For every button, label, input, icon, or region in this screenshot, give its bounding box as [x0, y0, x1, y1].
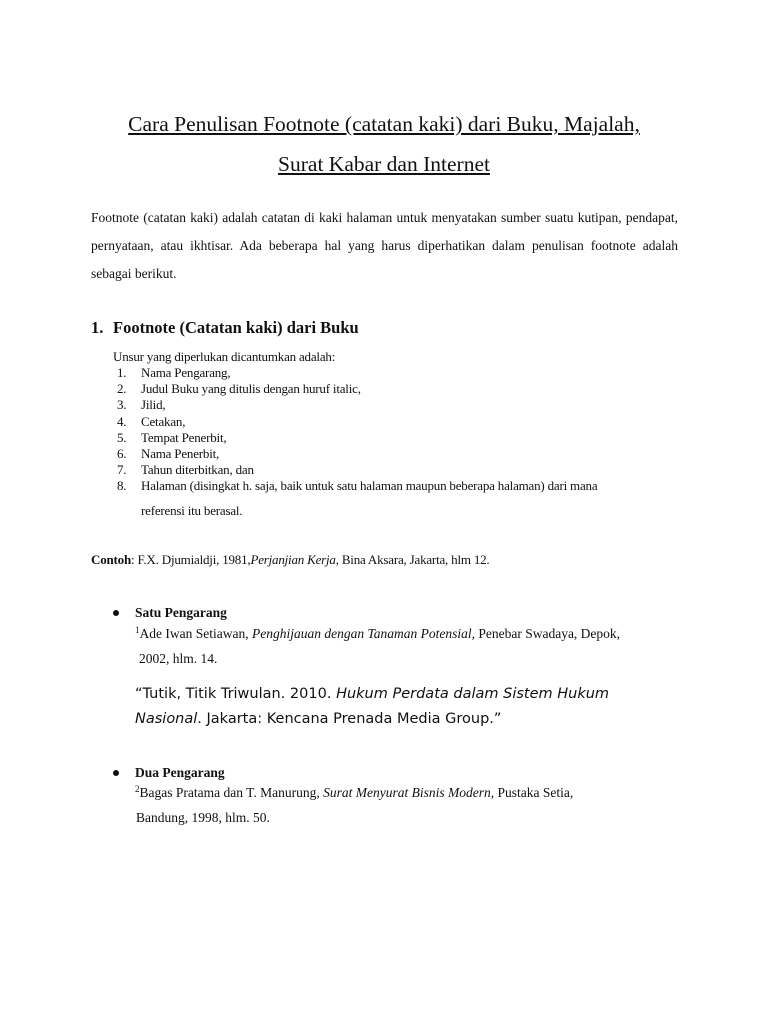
- list-item-text: Cetakan,: [141, 413, 186, 429]
- footnote-author: Ade Iwan Setiawan,: [139, 626, 252, 641]
- list-item-number: 1.: [117, 365, 127, 380]
- quote-title: Hukum Perdata dalam Sistem Hukum: [336, 686, 610, 702]
- example-line: [91, 552, 489, 568]
- list-item: [113, 397, 597, 413]
- footnote-number: 1: [135, 625, 140, 635]
- list-item-number: 2.: [117, 381, 127, 397]
- footnote-1-line-1: [135, 625, 620, 642]
- list-item-text: Halaman (disingkat h. saja, baik untuk satu halaman maupun beberapa halaman) dari mana: [141, 478, 598, 494]
- example-title: Perjanjian Kerja: [250, 552, 336, 567]
- citation-quote: [135, 682, 695, 732]
- list-item-number: 7.: [117, 462, 127, 478]
- list-item: [113, 381, 597, 397]
- list-item: [113, 462, 597, 478]
- footnote-author: Bagas Pratama dan T. Manurung,: [139, 785, 324, 800]
- unsur-label: Unsur yang diperlukan dicantumkan adalah:: [113, 349, 336, 364]
- intro-line-3: footnote adalah sebagai berikut.: [91, 238, 678, 281]
- list-item-text: Tahun diterbitkan, dan: [141, 462, 254, 478]
- bullet-heading-satu-pengarang: [113, 605, 227, 621]
- example-post: , Bina Aksara, Jakarta, hlm 12.: [335, 552, 490, 567]
- intro-line-1: Footnote (catatan kaki) adalah catatan di kaki halaman untuk menyatakan sumber suatu kutipan,: [91, 210, 622, 225]
- intro-line-2: pendapat, pernyataan, atau ikhtisar. Ada beberapa hal yang harus diperhatikan dalam penulisan: [91, 210, 678, 253]
- section-heading-text: Footnote (Catatan kaki) dari Buku: [113, 318, 359, 337]
- example-pre: : F.X. Djumialdji, 1981,: [130, 552, 251, 567]
- page-title-line-2: Surat Kabar dan Internet: [278, 152, 490, 176]
- list-item-text: Jilid,: [141, 397, 166, 413]
- list-item-text: Judul Buku yang ditulis dengan huruf italic,: [141, 381, 361, 397]
- bullet-heading-dua-pengarang: [113, 765, 225, 781]
- list-item: [113, 446, 597, 462]
- footnote-2-line-2: Bandung, 1998, hlm. 50.: [136, 810, 270, 825]
- bullet-heading-text: Satu Pengarang: [135, 605, 227, 620]
- list-item-number: 5.: [117, 429, 127, 445]
- page-title-line-1: Cara Penulisan Footnote (catatan kaki) dari Buku, Majalah,: [128, 112, 640, 136]
- quote-title-cont: Nasional: [135, 711, 198, 727]
- list-item-number: 6.: [117, 446, 127, 462]
- footnote-1-line-2: 2002, hlm. 14.: [139, 651, 218, 666]
- list-item-number: 4.: [117, 413, 127, 429]
- list-item: [113, 365, 597, 381]
- quote-pre: “Tutik, Titik Triwulan. 2010.: [135, 686, 337, 702]
- intro-paragraph: [91, 204, 678, 288]
- example-label: Contoh: [91, 552, 131, 567]
- bullet-heading-text: Dua Pengarang: [135, 765, 225, 780]
- list-item: [113, 478, 597, 494]
- list-item: [113, 414, 597, 430]
- list-item-text: Tempat Penerbit,: [141, 429, 227, 445]
- footnote-2-line-1: [135, 784, 573, 801]
- list-item-number: 8.: [117, 478, 127, 494]
- footnote-title: Penghijauan dengan Tanaman Potensial,: [251, 626, 475, 641]
- list-item-continuation: referensi itu berasal.: [141, 503, 243, 518]
- quote-post: . Jakarta: Kencana Prenada Media Group.”: [197, 711, 502, 727]
- list-item: [113, 430, 597, 446]
- list-item-text: Nama Penerbit,: [141, 446, 220, 462]
- footnote-number: 2: [135, 784, 140, 794]
- footnote-publisher: Penebar Swadaya, Depok,: [474, 626, 621, 641]
- section-heading-buku: [91, 318, 359, 338]
- section-number: 1.: [91, 318, 104, 337]
- list-item-number: 3.: [117, 397, 127, 413]
- bullet-icon: [113, 770, 119, 776]
- footnote-publisher: Pustaka Setia,: [494, 785, 574, 800]
- bullet-icon: [113, 610, 119, 616]
- footnote-title: Surat Menyurat Bisnis Modern,: [323, 785, 495, 800]
- requirement-list: [113, 365, 597, 495]
- list-item-text: Nama Pengarang,: [141, 365, 231, 380]
